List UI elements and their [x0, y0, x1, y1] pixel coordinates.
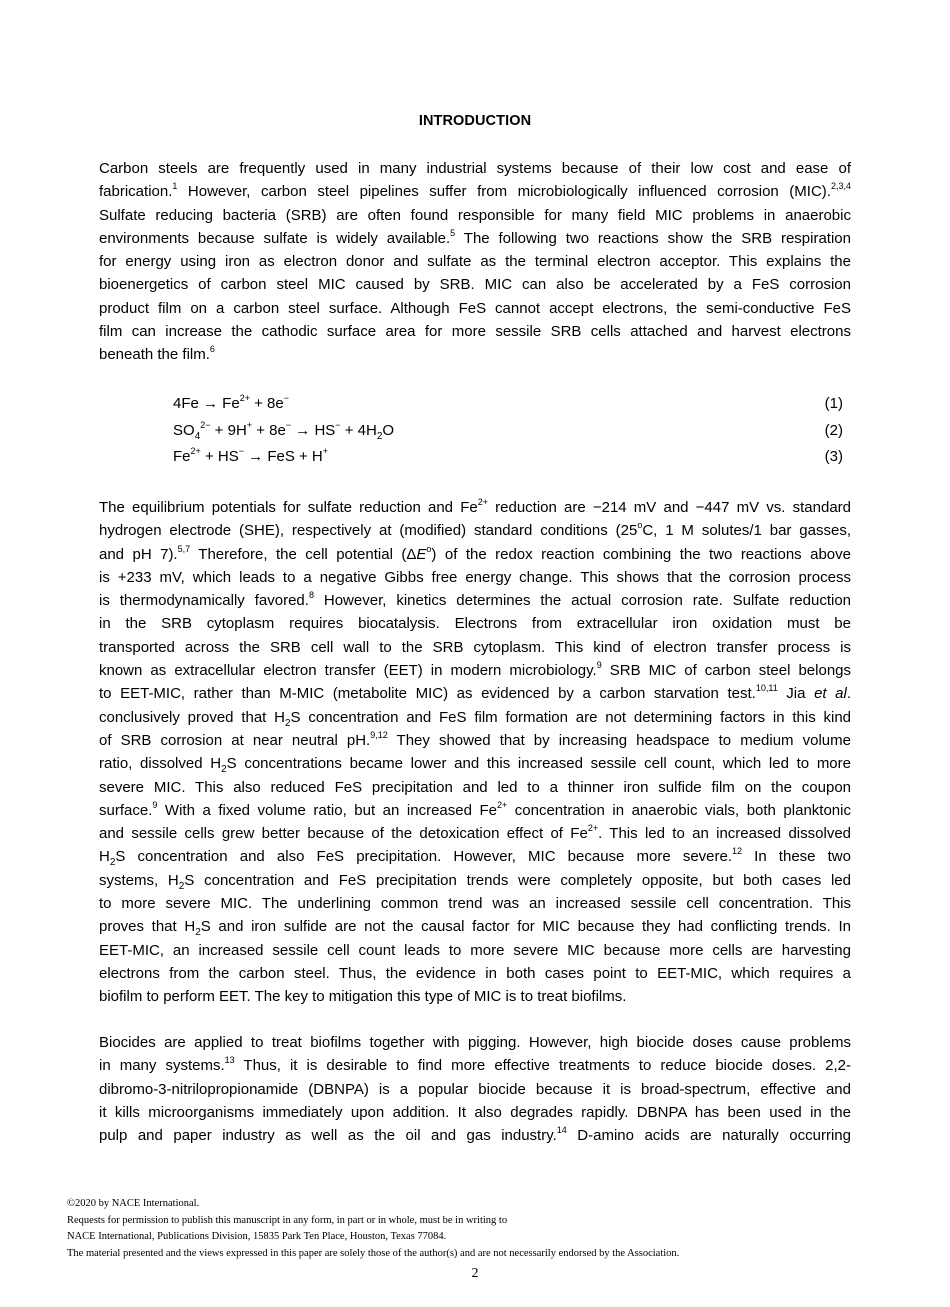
equation-2: $SO_4^{2-} + 9H^+ + 8e^- \to HS^- + 4H_2O$ (2)	[173, 420, 843, 442]
text-line: product film on a carbon steel surface. Although FeS cannot accept electrons, the semi-conductive FeS	[99, 299, 851, 317]
text-line: biofilm to perform EET. The key to mitigation this type of MIC is to treat biofilms.	[99, 988, 627, 1006]
text-line: fabrication.$^1$ However, carbon steel pipelines suffer from microbiologically influenced corrosion (MIC).$^{2,3,4}$	[99, 181, 851, 201]
text-line: environments because sulfate is widely available.$^5$ The following two reactions show the SRB respiration	[99, 227, 851, 247]
text-line: for energy using iron as electron donor and sulfate as the terminal electron acceptor. This explains the	[99, 253, 851, 271]
text-line: electrons from the carbon steel. Thus, the evidence in both cases point to EET-MIC, which requires a	[99, 964, 851, 982]
text-line: and pH 7).$^{5,7}$ Therefore, the cell potential $(\Delta E^o)$ of the redox reaction combining the two reactions above	[99, 543, 851, 563]
equation-number: (1)	[824, 395, 843, 412]
equation-number: (2)	[824, 422, 843, 439]
text-line: is +233 mV, which leads to a negative Gibbs free energy change. This shows that the corrosion process	[99, 568, 851, 586]
text-line: systems, $H_2S$ concentration and FeS precipitation trends were completely opposite, but both cases led	[99, 871, 851, 892]
text-line: Sulfate reducing bacteria (SRB) are often found responsible for many field MIC problems in anaerobic	[99, 206, 851, 224]
text-line: is thermodynamically favored.$^8$ However, kinetics determines the actual corrosion rate. Sulfate reduction	[99, 590, 851, 610]
text-line: severe MIC. This also reduced FeS precipitation and led to a thinner iron sulfide film on the coupon	[99, 778, 851, 796]
paragraph-thermodynamics	[99, 496, 851, 1009]
text-line: to EET-MIC, rather than M-MIC (metabolite MIC) as evidenced by a carbon starvation test.$^{10,11}$ Jia et al.	[99, 683, 852, 703]
text-line: pulp and paper industry as well as the oil and gas industry.$^{14}$ D-amino acids are naturally occurring	[99, 1125, 851, 1145]
text-line: of SRB corrosion at near neutral pH.$^{9,12}$ They showed that by increasing headspace to medium volume	[99, 729, 851, 749]
text-line: beneath the film.$^6$	[99, 344, 215, 364]
text-line: and sessile cells grew better because of the detoxication effect of $Fe^{2+}$. This led to an increased dissolved	[99, 823, 852, 843]
footer-disclaimer: The material presented and the views expressed in this paper are solely those of the author(s) and are not necessarily endorsed by the Association.	[67, 1247, 680, 1259]
text-line: in many systems.$^{13}$ Thus, it is desirable to find more effective treatments to reduce biocide doses. 2,2-	[99, 1055, 851, 1075]
paragraph-intro	[99, 157, 851, 367]
footer-address: NACE International, Publications Division, 15835 Park Ten Place, Houston, Texas 77084.	[67, 1231, 447, 1243]
text-line: bioenergetics of carbon steel MIC caused by SRB. MIC can also be accelerated by a FeS corrosion	[99, 276, 851, 294]
equation-1: $4Fe \to Fe^{2+} + 8e^-$ (1)	[173, 393, 843, 415]
text-line: ratio, dissolved $H_2S$ concentrations became lower and this increased sessile cell count, which led to more	[99, 755, 851, 776]
text-line: in the SRB cytoplasm requires biocatalysis. Electrons from extracellular iron oxidation must be	[99, 615, 851, 633]
text-line: conclusively proved that $H_2S$ concentration and FeS film formation are not determining factors in this kind	[99, 708, 852, 729]
text-line: Carbon steels are frequently used in many industrial systems because of their low cost and ease of	[99, 160, 851, 177]
footer-copyright: ©2020 by NACE International.	[67, 1198, 200, 1209]
text-line: it kills microorganisms immediately upon addition. It also degrades rapidly. DBNPA has been used in the	[99, 1103, 851, 1121]
text-line: EET-MIC, an increased sessile cell count leads to more severe MIC because more cells are harvesting	[99, 941, 851, 959]
text-line: surface.$^9$ With a fixed volume ratio, but an increased $Fe^{2+}$ concentration in anaerobic vials, both planktonic	[99, 799, 851, 819]
text-line: to more severe MIC. The underlining common trend was an increased sessile cell concentration. This	[99, 895, 851, 913]
paragraph-biocides	[99, 1031, 851, 1147]
page-number: 2	[471, 1266, 479, 1281]
text-line: hydrogen electrode (SHE), respectively at (modified) standard conditions (25$^o$C, 1 M solutes/1 bar gasses,	[99, 520, 851, 540]
text-line: dibromo-3-nitrilopropionamide (DBNPA) is a popular biocide because it is broad-spectrum, effective and	[99, 1080, 851, 1098]
text-line: Biocides are applied to treat biofilms together with pigging. However, high biocide doses cause problems	[99, 1034, 851, 1051]
text-line: proves that $H_2S$ and iron sulfide are not the causal factor for MIC because they had conflicting trends. In	[99, 918, 851, 939]
text-line: film can increase the cathodic surface area for more sessile SRB cells attached and harvest electrons	[99, 323, 851, 341]
page-footer	[67, 1196, 887, 1262]
footer-permissions: Requests for permission to publish this manuscript in any form, in part or in whole, must be in writing to	[67, 1214, 508, 1226]
section-heading: INTRODUCTION	[418, 113, 532, 129]
text-line: transported across the SRB cell wall to the SRB cytoplasm. This kind of electron transfer process is	[99, 638, 851, 656]
text-line: $H_2S$ concentration and also FeS precipitation. However, MIC because more severe.$^{12}$ In these two	[99, 846, 851, 869]
text-line: The equilibrium potentials for sulfate reduction and $Fe^{2+}$ reduction are −214 mV and −447 mV vs. standard	[99, 497, 851, 516]
equation-3: $Fe^{2+} + HS^-$ → FeS + H+ (3)	[173, 446, 843, 468]
text-line: known as extracellular electron transfer (EET) in modern microbiology.$^9$ SRB MIC of carbon steel belongs	[99, 660, 852, 680]
equation-number: (3)	[824, 448, 843, 465]
